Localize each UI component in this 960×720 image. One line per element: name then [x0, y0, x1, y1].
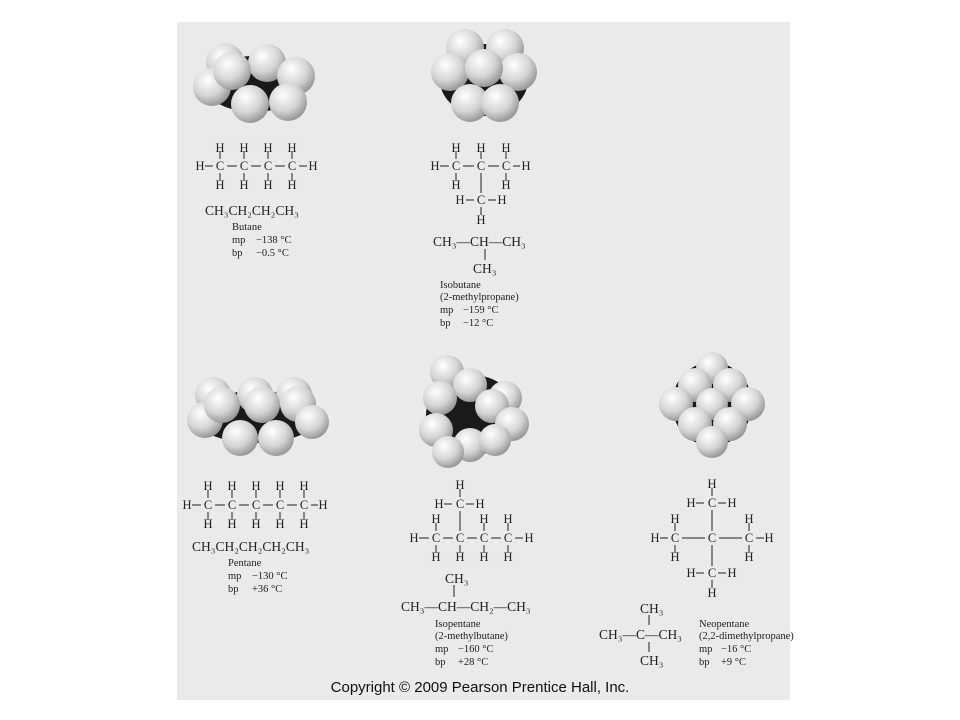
atom-h: H	[727, 496, 737, 510]
atom-h: H	[287, 178, 297, 192]
atom-h: H	[501, 178, 511, 192]
atom-h: H	[744, 550, 754, 564]
atom-h: H	[501, 141, 511, 155]
atom-h: H	[650, 531, 660, 545]
butane-space-filling-model	[193, 43, 315, 123]
mp-label: mp	[228, 571, 242, 582]
atom-c: C	[451, 159, 461, 173]
atom-h: H	[430, 159, 440, 173]
atom-h: H	[707, 477, 717, 491]
atom-c: C	[707, 496, 717, 510]
atom-c: C	[263, 159, 273, 173]
mp-label: mp	[232, 235, 246, 246]
isopentane-space-filling-model	[419, 355, 529, 468]
isopentane-name: Isopentane	[435, 619, 481, 630]
atom-h: H	[203, 517, 213, 531]
atom-c: C	[707, 566, 717, 580]
butane-melting-point: −138 °C	[256, 235, 292, 246]
atom-c: C	[455, 497, 465, 511]
atom-h: H	[451, 178, 461, 192]
isopentane-iupac-name: (2-methylbutane)	[435, 631, 508, 642]
atom-h: H	[475, 497, 485, 511]
atom-c: C	[479, 531, 489, 545]
atom-c: C	[239, 159, 249, 173]
atom-c: C	[503, 531, 513, 545]
butane-condensed-formula: CH₃CH₂CH₂CH₃	[205, 203, 299, 218]
pentane-name: Pentane	[228, 558, 262, 569]
neopentane-iupac-name: (2,2-dimethylpropane)	[699, 631, 794, 642]
atom-h: H	[409, 531, 419, 545]
pentane-melting-point: −130 °C	[252, 571, 288, 582]
atom-h: H	[251, 479, 261, 493]
atom-h: H	[215, 178, 225, 192]
isopentane-condensed-branch: CH₃	[445, 571, 469, 586]
atom-h: H	[431, 550, 441, 564]
copyright-notice: Copyright © 2009 Pearson Prentice Hall, Inc.	[330, 679, 630, 696]
atom-h: H	[670, 512, 680, 526]
atom-h: H	[503, 550, 513, 564]
isopentane-boiling-point: +28 °C	[458, 657, 489, 668]
atom-c: C	[215, 159, 225, 173]
isobutane-space-filling-model	[431, 29, 537, 122]
atom-h: H	[287, 141, 297, 155]
butane-name: Butane	[232, 222, 262, 233]
atom-h: H	[434, 497, 444, 511]
atom-h: H	[455, 478, 465, 492]
isobutane-boiling-point: −12 °C	[463, 318, 494, 329]
atom-h: H	[503, 512, 513, 526]
mp-label: mp	[699, 644, 713, 655]
atom-c: C	[287, 159, 297, 173]
mp-label: mp	[435, 644, 449, 655]
atom-h: H	[227, 479, 237, 493]
bp-label: bp	[699, 657, 710, 668]
atom-h: H	[476, 141, 486, 155]
atom-h: H	[251, 517, 261, 531]
atom-h: H	[215, 141, 225, 155]
neopentane-boiling-point: +9 °C	[721, 657, 746, 668]
atom-h: H	[318, 498, 328, 512]
isobutane-name: Isobutane	[440, 280, 481, 291]
atom-c: C	[670, 531, 680, 545]
atom-h: H	[239, 178, 249, 192]
atom-h: H	[744, 512, 754, 526]
neopentane-name: Neopentane	[699, 619, 750, 630]
atom-c: C	[744, 531, 754, 545]
atom-h: H	[479, 550, 489, 564]
atom-c: C	[707, 531, 717, 545]
atom-h: H	[263, 141, 273, 155]
atom-c: C	[476, 159, 486, 173]
atom-c: C	[275, 498, 285, 512]
atom-c: C	[476, 193, 486, 207]
pentane-boiling-point: +36 °C	[252, 584, 283, 595]
atom-h: H	[707, 586, 717, 600]
atom-h: H	[686, 566, 696, 580]
atom-h: H	[670, 550, 680, 564]
pentane-condensed-formula: CH₃CH₂CH₂CH₂CH₃	[192, 539, 310, 554]
isopentane-melting-point: −160 °C	[458, 644, 494, 655]
neopentane-condensed-formula: CH₃—C—CH₃	[599, 627, 682, 642]
atom-h: H	[195, 159, 205, 173]
atom-h: H	[686, 496, 696, 510]
atom-c: C	[455, 531, 465, 545]
atom-h: H	[299, 479, 309, 493]
neopentane-condensed-top: CH₃	[640, 601, 664, 616]
atom-h: H	[497, 193, 507, 207]
atom-h: H	[299, 517, 309, 531]
isobutane-condensed-branch: CH₃	[473, 261, 497, 276]
atom-h: H	[239, 141, 249, 155]
neopentane-condensed-bottom: CH₃	[640, 653, 664, 668]
atom-h: H	[227, 517, 237, 531]
atom-h: H	[524, 531, 534, 545]
neopentane-space-filling-model	[659, 352, 765, 458]
atom-h: H	[521, 159, 531, 173]
atom-h: H	[182, 498, 192, 512]
isobutane-condensed-formula: CH₃—CH—CH₃	[433, 234, 526, 249]
bp-label: bp	[232, 248, 243, 259]
atom-h: H	[263, 178, 273, 192]
atom-c: C	[203, 498, 213, 512]
bp-label: bp	[228, 584, 239, 595]
pentane-space-filling-model	[187, 377, 329, 456]
atom-c: C	[299, 498, 309, 512]
bp-label: bp	[440, 318, 451, 329]
neopentane-melting-point: −16 °C	[721, 644, 752, 655]
atom-c: C	[227, 498, 237, 512]
atom-c: C	[501, 159, 511, 173]
isopentane-condensed-formula: CH₃—CH—CH₂—CH₃	[401, 599, 531, 614]
atom-h: H	[451, 141, 461, 155]
atom-h: H	[479, 512, 489, 526]
atom-h: H	[275, 479, 285, 493]
atom-h: H	[431, 512, 441, 526]
mp-label: mp	[440, 305, 454, 316]
butane-boiling-point: −0.5 °C	[256, 248, 289, 259]
isobutane-iupac-name: (2-methylpropane)	[440, 292, 519, 303]
atom-h: H	[203, 479, 213, 493]
atom-h: H	[275, 517, 285, 531]
atom-h: H	[764, 531, 774, 545]
atom-h: H	[455, 193, 465, 207]
bp-label: bp	[435, 657, 446, 668]
atom-h: H	[727, 566, 737, 580]
atom-h: H	[476, 213, 486, 227]
isobutane-melting-point: −159 °C	[463, 305, 499, 316]
atom-c: C	[251, 498, 261, 512]
atom-h: H	[455, 550, 465, 564]
atom-c: C	[431, 531, 441, 545]
atom-h: H	[308, 159, 318, 173]
